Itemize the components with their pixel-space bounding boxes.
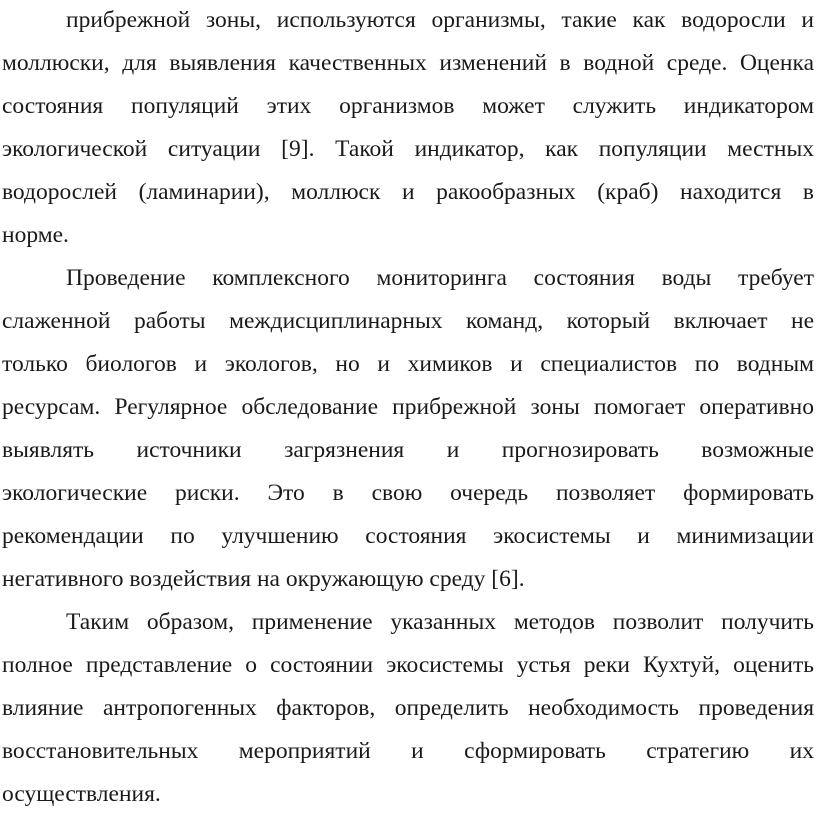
paragraph-3-line-4: восстановительных мероприятий и сформировать стратегию их bbox=[2, 738, 814, 764]
paragraph-1-line-4: экологической ситуации [9]. Такой индикатор, как популяции местных bbox=[2, 136, 814, 162]
paragraph-3-line-1: Таким образом, применение указанных методов позволит получить bbox=[66, 609, 814, 635]
paragraph-2-line-6: экологические риски. Это в свою очередь позволяет формировать bbox=[2, 480, 814, 506]
paragraph-1-line-2: моллюски, для выявления качественных изменений в водной среде. Оценка bbox=[2, 50, 814, 76]
paragraph-1-line-3: состояния популяций этих организмов может служить индикатором bbox=[2, 93, 814, 119]
paragraph-1-line-5: водорослей (ламинарии), моллюск и ракообразных (краб) находится в bbox=[2, 179, 814, 205]
paragraph-1-line-1: прибрежной зоны, используются организмы, такие как водоросли и bbox=[66, 7, 814, 33]
paragraph-2-line-5: выявлять источники загрязнения и прогнозировать возможные bbox=[2, 437, 814, 463]
paragraph-2-line-2: слаженной работы междисциплинарных команд, который включает не bbox=[2, 308, 814, 334]
paragraph-2-line-8: негативного воздействия на окружающую среду [6]. bbox=[2, 566, 525, 592]
paragraph-3-line-2: полное представление о состоянии экосистемы устья реки Кухтуй, оценить bbox=[2, 652, 814, 678]
paragraph-2-line-7: рекомендации по улучшению состояния экосистемы и минимизации bbox=[2, 523, 814, 549]
paragraph-3-line-5: осуществления. bbox=[2, 781, 161, 807]
paragraph-2-line-3: только биологов и экологов, но и химиков и специалистов по водным bbox=[2, 351, 814, 377]
paragraph-2-line-1: Проведение комплексного мониторинга состояния воды требует bbox=[66, 265, 814, 291]
paragraph-3-line-3: влияние антропогенных факторов, определить необходимость проведения bbox=[2, 695, 814, 721]
paragraph-2-line-4: ресурсам. Регулярное обследование прибрежной зоны помогает оперативно bbox=[2, 394, 814, 420]
paragraph-1-line-6: норме. bbox=[2, 222, 69, 248]
